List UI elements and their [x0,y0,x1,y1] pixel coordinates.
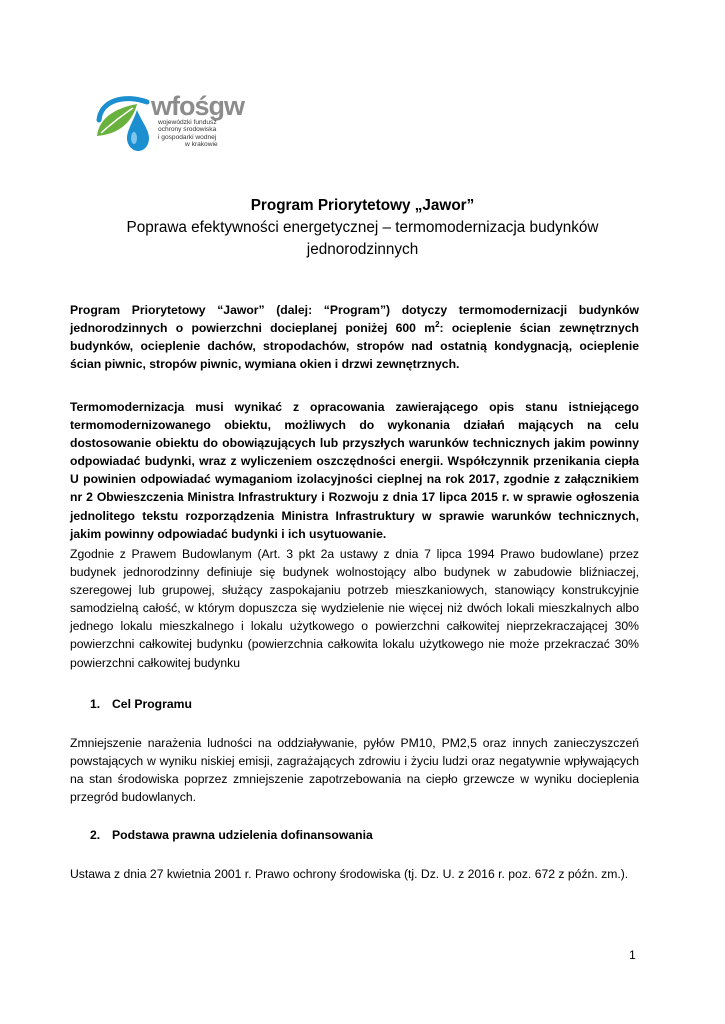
building-law-paragraph: Zgodnie z Prawem Budowlanym (Art. 3 pkt 2a ustawy z dnia 7 lipca 1994 Prawo budowlane) przez budynek jednorodzinny definiuje się budynek wolnostojący albo budynek w zabudowie bliźniaczej, szeregowej lub grupowej, służący zaspokajaniu potrzeb mieszkaniowych, stanowiący konstrukcyjnie samodzielną całość, w którym dopuszcza się wydzielenie nie więcej niż dwóch lokali mieszkalnych albo jednego lokalu mieszkalnego i lokalu użytkowego o powierzchni całkowitej nieprzekraczającej 30% powierzchni całkowitej budynku (powierzchnia całkowita lokalu użytkowego nie może przekraczać 30% powierzchni całkowitej budynku [70,547,639,670]
section-2-text: Ustawa z dnia 27 kwietnia 2001 r. Prawo ochrony środowiska (tj. Dz. U. z 2016 r. poz. 672 z późn. zm.). [70,867,629,881]
termomodernization-paragraph: Termomodernizacja musi wynikać z opracowania zawierającego opis stanu istniejącego termomodernizowanego obiektu, możliwych do wykonania działań mających na celu dostosowanie obiektu do obowiązujących lub przyszłych warunków technicznych jakim powinny odpowiadać budynki, wraz z wyliczeniem oszczędności energii. Współczynnik przenikania ciepła U powinien odpowiadać wymaganiom izolacyjności cieplnej na rok 2017, zgodnie z załącznikiem nr 2 Obwieszczenia Ministra Infrastruktury i Rozwoju z dnia 17 lipca 2015 r. w sprawie ogłoszenia jednolitego tekstu rozporządzenia Ministra Infrastruktury w sprawie warunków technicznych, jakim powinny odpowiadać budynki i ich usytuowanie. [70,400,639,541]
section-1-heading: 1. Cel Programu [90,697,192,711]
title-line-1: Program Priorytetowy „Jawor” [250,197,475,214]
wfosigw-logo [93,90,243,156]
title-line-2: Poprawa efektywności energetycznej – termomodernizacja budynków [126,219,599,236]
intro-paragraph: Program Priorytetowy “Jawor” (dalej: “Program”) dotyczy termomodernizacji budynków jednorodzinnych o powierzchni docieplanej poniżej 600 $m^2$: ocieplenie ścian zewnętrznych budynków, ocieplenie dachów, stropodachów, stropów nad ostatnią kondygnacją, ocieplenie ścian piwnic, stropów piwnic, wymiana okien i drzwi zewnętrznych. [70,303,640,372]
section-1-text: Zmniejszenie narażenia ludności na oddziaływanie, pyłów PM10, PM2,5 oraz innych zanieczyszczeń powstających w wyniku niskiej emisji, zagrażających zdrowiu i życiu ludzi oraz negatywnie wpływających na stan środowiska poprzez zmniejszenie zapotrzebowania na ciepło grzewcze w wyniku docieplenia przegród budowlanych. [70,736,639,805]
title-line-3: jednorodzinnych [306,241,419,258]
logo-subtext: wojewódzki fundusz ochrony środowiska i gospodarki wodnej w krakowie [158,119,218,148]
document-title [0,195,725,261]
logo-wordmark: wfośgw [151,91,244,121]
page-number: 1 [629,948,636,962]
section-2-heading: 2. Podstawa prawna udzielenia dofinansowania [90,828,373,842]
leaf-drop-icon [93,90,157,156]
